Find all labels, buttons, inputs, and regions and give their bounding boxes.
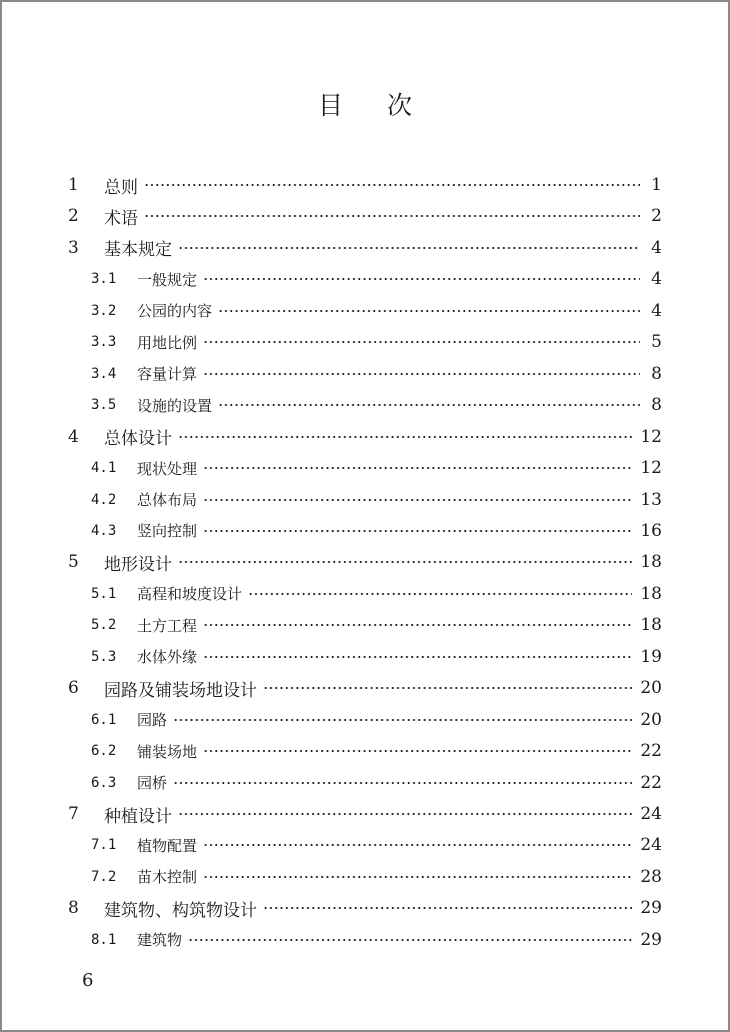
dot-leader: [173, 780, 632, 786]
toc-chapter-entry[interactable]: [68, 547, 662, 577]
entry-title: 植物配置: [137, 836, 198, 855]
dot-leader: [173, 717, 632, 723]
entry-page-number: 24: [640, 835, 662, 856]
entry-title: 园桥: [137, 774, 168, 793]
entry-number: 7.2: [91, 868, 117, 885]
entry-number: 3.1: [91, 271, 117, 288]
entry-page-number: 28: [640, 866, 662, 887]
dot-leader: [203, 528, 632, 534]
entry-number: 4.2: [91, 491, 117, 508]
dot-leader: [188, 937, 632, 943]
entry-number: 8.1: [91, 931, 117, 948]
dot-leader: [178, 559, 632, 565]
toc-section-entry[interactable]: [91, 705, 662, 735]
entry-page-number: 19: [640, 646, 662, 667]
entry-page-number: 20: [640, 678, 662, 699]
entry-number: 6.1: [91, 711, 117, 728]
entry-title: 总体设计: [104, 429, 172, 450]
entry-title: 水体外缘: [137, 648, 198, 667]
entry-number: 3.3: [91, 334, 117, 351]
entry-page-number: 12: [640, 458, 662, 479]
entry-page-number: 13: [640, 489, 662, 510]
entry-page-number: 8: [651, 395, 662, 416]
entry-title: 园路及铺装场地设计: [104, 680, 257, 701]
entry-title: 高程和坡度设计: [137, 585, 243, 604]
toc-section-entry[interactable]: [91, 453, 662, 483]
toc-section-entry[interactable]: [91, 296, 662, 326]
dot-leader: [178, 434, 632, 440]
dot-leader: [248, 591, 632, 597]
entry-title: 用地比例: [137, 333, 198, 352]
dot-leader: [203, 371, 640, 377]
entry-title: 竖向控制: [137, 522, 198, 541]
entry-number: 3.2: [91, 302, 117, 319]
entry-title: 基本规定: [104, 240, 172, 261]
toc-section-entry[interactable]: [91, 579, 662, 609]
entry-title: 术语: [104, 208, 138, 229]
dot-leader: [263, 905, 632, 911]
entry-number: 7.1: [91, 837, 117, 854]
entry-title: 苗木控制: [137, 868, 198, 887]
dot-leader: [203, 465, 632, 471]
toc-section-entry[interactable]: [91, 736, 662, 766]
entry-number: 4.3: [91, 522, 117, 539]
toc-section-entry[interactable]: [91, 485, 662, 515]
entry-number: 2: [68, 206, 79, 227]
dot-leader: [178, 811, 632, 817]
entry-title: 种植设计: [104, 806, 172, 827]
toc-chapter-entry[interactable]: [68, 893, 662, 923]
entry-page-number: 29: [640, 929, 662, 950]
toc-section-entry[interactable]: [91, 359, 662, 389]
dot-leader: [203, 874, 632, 880]
entry-page-number: 24: [640, 804, 662, 824]
entry-page-number: 20: [640, 709, 662, 730]
dot-leader: [203, 622, 632, 628]
entry-title: 铺装场地: [137, 742, 198, 761]
entry-title: 容量计算: [137, 365, 198, 384]
dot-leader: [203, 497, 632, 503]
entry-number: 6.2: [91, 743, 117, 760]
toc-chapter-entry[interactable]: [68, 233, 662, 263]
toc-chapter-entry[interactable]: [68, 170, 662, 200]
entry-page-number: 4: [651, 237, 662, 258]
entry-title: 公园的内容: [137, 302, 213, 321]
entry-page-number: 2: [651, 206, 662, 227]
dot-leader: [144, 213, 640, 219]
entry-number: 4: [68, 426, 79, 447]
entry-number: 8: [68, 898, 79, 919]
dot-leader: [263, 685, 632, 691]
toc-section-entry[interactable]: [91, 862, 662, 892]
toc-chapter-entry[interactable]: [68, 201, 662, 231]
toc-chapter-entry[interactable]: [68, 673, 662, 703]
entry-page-number: 22: [640, 772, 662, 793]
entry-page-number: 12: [640, 426, 662, 447]
entry-title: 建筑物: [137, 931, 183, 950]
entry-number: 5: [68, 552, 79, 573]
entry-page-number: 1: [651, 175, 662, 195]
entry-page-number: 22: [640, 741, 662, 762]
entry-number: 3.4: [91, 365, 117, 382]
entry-number: 6: [68, 678, 79, 699]
entry-title: 园路: [137, 711, 168, 730]
entry-title: 土方工程: [137, 616, 198, 635]
entry-number: 1: [68, 175, 79, 195]
entry-page-number: 16: [640, 520, 662, 541]
entry-title: 总则: [104, 177, 138, 198]
page-title: 目次: [317, 91, 456, 120]
dot-leader: [203, 842, 632, 848]
dot-leader: [203, 276, 640, 282]
entry-number: 5.1: [91, 585, 117, 602]
entry-title: 总体布局: [137, 491, 198, 509]
toc-section-entry[interactable]: [91, 610, 662, 640]
toc-section-entry[interactable]: [91, 768, 662, 798]
toc-section-entry[interactable]: [91, 925, 662, 955]
dot-leader: [203, 748, 632, 754]
entry-page-number: 18: [640, 583, 662, 604]
toc-section-entry[interactable]: [91, 516, 662, 546]
toc-section-entry[interactable]: [91, 642, 662, 672]
dot-leader: [144, 182, 640, 188]
dot-leader: [203, 654, 632, 660]
toc-section-entry[interactable]: [91, 327, 662, 357]
entry-number: 3.5: [91, 397, 117, 414]
entry-number: 4.1: [91, 460, 117, 477]
entry-title: 设施的设置: [137, 396, 213, 415]
entry-title: 一般规定: [137, 270, 198, 289]
entry-title: 建筑物、构筑物设计: [104, 900, 257, 921]
entry-number: 5.2: [91, 617, 117, 634]
dot-leader: [218, 402, 640, 408]
toc-chapter-entry[interactable]: [68, 799, 662, 829]
dot-leader: [218, 308, 640, 314]
entry-page-number: 8: [651, 363, 662, 384]
entry-page-number: 29: [640, 898, 662, 919]
toc-chapter-entry[interactable]: [68, 422, 662, 452]
entry-title: 现状处理: [137, 459, 198, 478]
entry-page-number: 4: [651, 269, 662, 290]
entry-number: 6.3: [91, 774, 117, 791]
entry-page-number: 4: [651, 300, 662, 321]
toc-section-entry[interactable]: [91, 264, 662, 294]
dot-leader: [178, 245, 640, 251]
entry-page-number: 18: [640, 615, 662, 636]
entry-number: 5.3: [91, 648, 117, 665]
entry-page-number: 18: [640, 552, 662, 573]
dot-leader: [203, 339, 640, 345]
entry-page-number: 5: [651, 332, 662, 353]
entry-number: 3: [68, 237, 79, 258]
toc-section-entry[interactable]: [91, 830, 662, 860]
page-number: 6: [82, 970, 94, 991]
toc-section-entry[interactable]: [91, 390, 662, 420]
entry-title: 地形设计: [104, 554, 172, 575]
entry-number: 7: [68, 804, 79, 824]
